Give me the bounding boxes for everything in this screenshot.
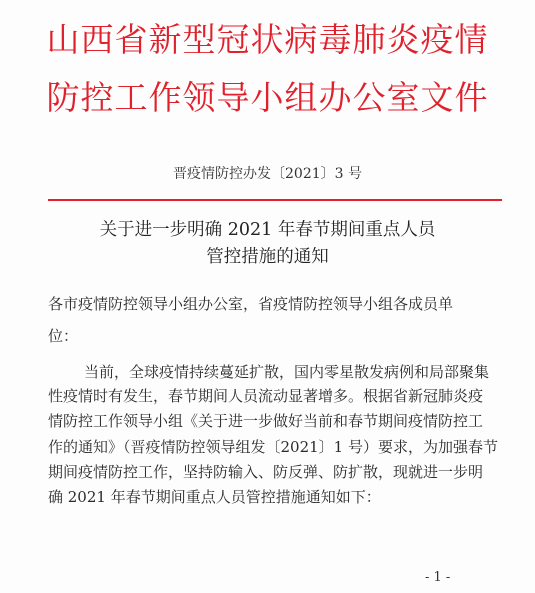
document-number: 晋疫情防控办发〔2021〕3 号 [173,166,362,182]
subject-title-line-2: 管控措施的通知 [206,247,329,267]
subject-title-line-1: 关于进一步明确 2021 年春节期间重点人员 [99,220,436,240]
recipients-line-2: 位： [48,327,79,345]
body-paragraph-line-6: 确 2021 年春节期间重点人员管控措施通知如下： [48,488,381,506]
recipients-line-1: 各市疫情防控领导小组办公室，省疫情防控领导小组各成员单 [48,295,454,313]
body-paragraph-line-1: 当前，全球疫情持续蔓延扩散，国内零星散发病例和局部聚集 [84,363,490,381]
red-header-title-line-2: 防控工作领导小组办公室文件 [46,78,489,117]
body-paragraph-line-5: 期间疫情防控工作，坚持防输入、防反弹、防扩散，现就进一步明 [48,463,484,481]
body-paragraph-line-3: 情防控工作领导小组《关于进一步做好当前和春节期间疫情防控工 [48,412,484,430]
body-paragraph-line-4: 作的通知》（晋疫情防控领导组发〔2021〕1 号）要求，为加强春节 [48,438,498,456]
red-divider-line [48,199,502,201]
page-number: - 1 - [425,570,451,585]
red-header-title-line-1: 山西省新型冠状病毒肺炎疫情 [46,20,489,59]
body-paragraph-line-2: 性疫情时有发生，春节期间人员流动显著增多。根据省新冠肺炎疫 [48,387,484,405]
